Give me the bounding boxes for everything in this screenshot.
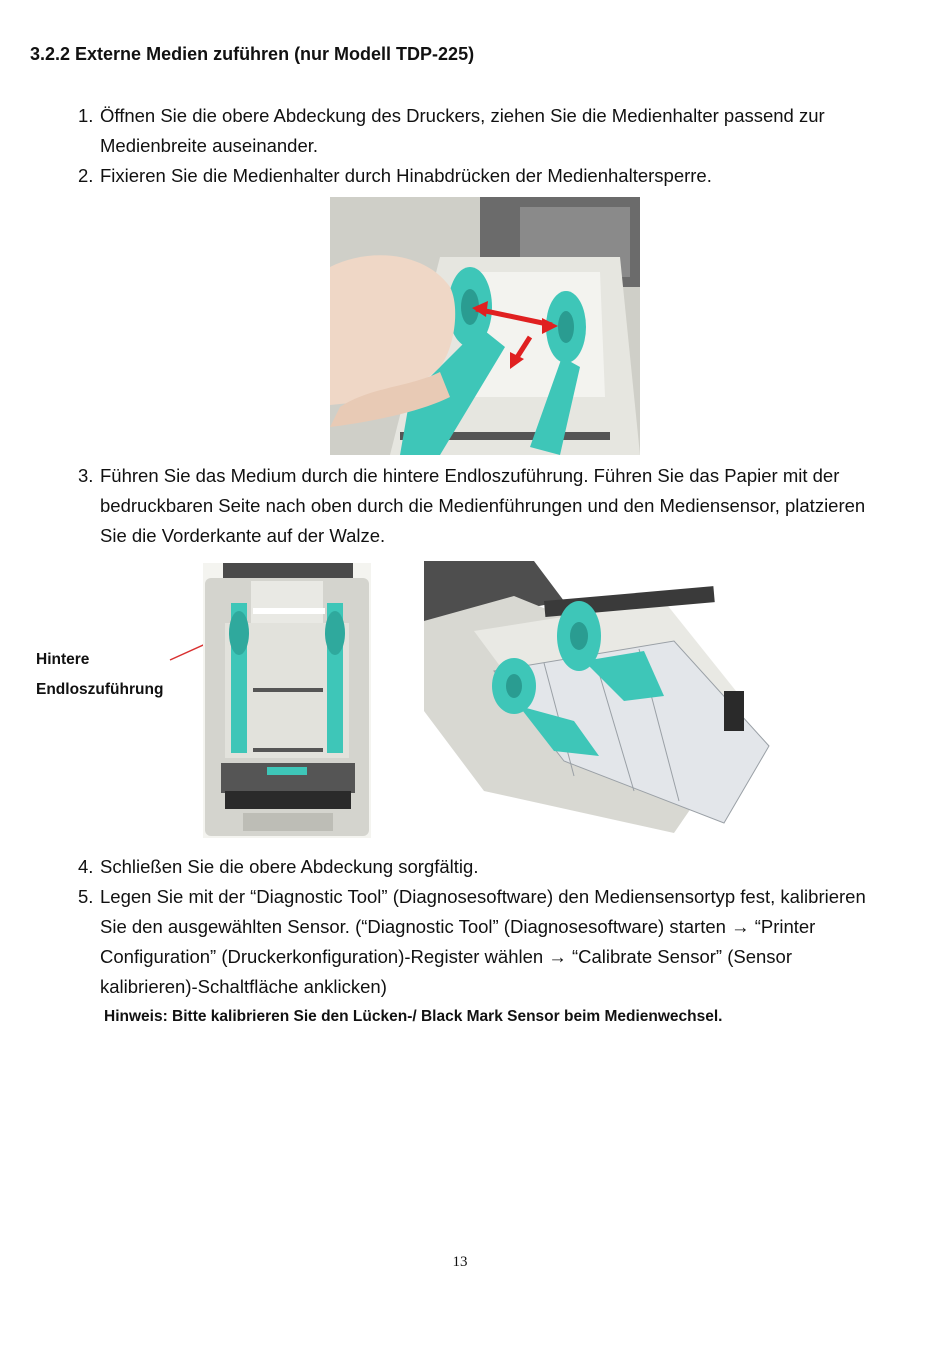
callout-label: Hintere	[36, 651, 90, 668]
step-text: Schließen Sie die obere Abdeckung sorgfältig.	[100, 856, 479, 877]
step-number: 5.	[78, 886, 94, 907]
photo-media-holders	[330, 197, 640, 455]
photo-rear-feed-top-view	[203, 563, 371, 838]
step-text: Fixieren Sie die Medienhalter durch Hinabdrücken der Medienhaltersperre.	[100, 165, 712, 186]
step-3	[78, 461, 898, 551]
step-4	[78, 852, 898, 882]
photo-media-loaded	[424, 561, 782, 833]
page-number: 13	[452, 1254, 468, 1270]
step-text: Öffnen Sie die obere Abdeckung des Druckers, ziehen Sie die Medienhalter passend zur Medienbreite auseinander.	[100, 105, 825, 156]
step-text: Führen Sie das Medium durch die hintere Endloszuführung. Führen Sie das Papier mit der bedruckbaren Seite nach oben durch die Medienführungen und den Mediensensor, platzieren Sie die Vorderkante auf der Walze.	[100, 465, 866, 546]
calibration-note: Hinweis: Bitte kalibrieren Sie den Lücken-/ Black Mark Sensor beim Medienwechsel.	[104, 1008, 723, 1025]
step-number: 2.	[78, 165, 94, 186]
step-number: 1.	[78, 105, 94, 126]
step-text: Legen Sie mit der “Diagnostic Tool” (Diagnosesoftware) den Mediensensortyp fest, kalibrieren Sie den ausgewählten Sensor. (“Diagnostic Tool” (Diagnosesoftware) starten → “Printer Configuration” (Druckerkonfiguration)-Register wählen → “Calibrate Sensor” (Sensor kalibrieren)-Schaltfläche anklicken)	[100, 886, 866, 997]
step-2	[78, 161, 898, 191]
step-1	[78, 101, 898, 161]
step-number: 3.	[78, 465, 94, 486]
section-heading: 3.2.2 Externe Medien zuführen (nur Modell TDP-225)	[30, 44, 475, 64]
step-5	[78, 882, 898, 1002]
callout-label: Endloszuführung	[36, 681, 164, 698]
step-number: 4.	[78, 856, 94, 877]
